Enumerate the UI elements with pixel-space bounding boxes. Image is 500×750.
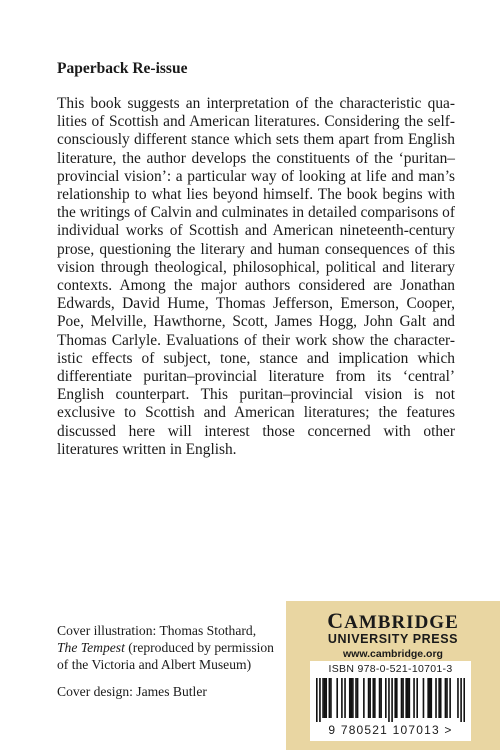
publisher-url: www.cambridge.org: [343, 648, 443, 660]
barcode-graphic: [316, 678, 465, 722]
barcode-bar: [416, 678, 418, 718]
barcode-bar: [316, 678, 318, 722]
barcode-bar: [409, 678, 411, 718]
cover-credits: [57, 622, 297, 700]
blurb-line: relationship to what lies beyond himself. The book begins with: [57, 186, 455, 204]
blurb-line: consciously different stance which sets them apart from English: [57, 131, 455, 149]
barcode-bar: [449, 678, 451, 718]
barcode-bar: [368, 678, 370, 718]
barcode-bar: [429, 678, 431, 718]
illustration-note: (reproduced by permission: [128, 640, 274, 655]
barcode-bar: [324, 678, 326, 718]
cover-illustration-credit: [57, 622, 297, 673]
barcode-bar: [357, 678, 359, 718]
barcode-bar: [330, 678, 332, 718]
isbn-label: ISBN 978-0-521-10701-3: [328, 663, 453, 675]
barcode-bar: [352, 678, 354, 718]
blurb-line: Edwards, David Hume, Thomas Jefferson, Emerson, Cooper,: [57, 295, 455, 313]
blurb-line: will interest those concerned with other literatures written in: [57, 422, 455, 458]
barcode-bar: [391, 678, 393, 722]
barcode-bar: [344, 678, 346, 718]
blurb-line: individual works of Scottish and American nineteenth-century: [57, 222, 455, 240]
illustration-note-2: of the Victoria and Albert Museum): [57, 657, 252, 672]
barcode-bar: [405, 678, 407, 718]
barcode-bar: [440, 678, 442, 718]
publisher-name: [286, 608, 500, 634]
blurb-line: prose, questioning the literary and human consequences of this: [57, 240, 455, 258]
barcode-bar: [363, 678, 365, 718]
blurb-line: This book suggests an interpretation of the characteristic qua-: [57, 95, 455, 112]
barcode-digits: 9 780521 107013 >: [328, 723, 453, 737]
barcode-bar: [446, 678, 448, 718]
barcode-bar: [341, 678, 343, 718]
isbn-barcode-box: [310, 661, 471, 741]
barcode-bar: [380, 678, 382, 718]
barcode-bar: [463, 678, 465, 722]
blurb-line: differentiate puritan–provincial literature from its ‘central’ English: [57, 368, 455, 404]
barcode-bar: [385, 678, 387, 718]
barcode-bar: [413, 678, 415, 718]
blurb-line: provincial vision’: a particular way of looking at life and man’s: [57, 167, 455, 185]
barcode-bar: [372, 678, 374, 718]
blurb-line: English.: [185, 440, 237, 458]
illustration-prefix: Cover illustration: Thomas Stothard,: [57, 623, 257, 638]
barcode-bar: [319, 678, 321, 722]
barcode-bar: [355, 678, 357, 718]
illustration-title: The Tempest: [57, 640, 125, 655]
barcode-bar: [329, 678, 331, 718]
blurb-line: Poe, Melville, Hawthorne, Scott, James Hogg, John Galt and: [57, 313, 455, 331]
blurb-line: contexts. Among the major authors considered are Jonathan: [57, 277, 455, 295]
barcode-bar: [394, 678, 396, 718]
blurb-line: counterpart. This puritan–provincial vision is not exclusive to: [57, 386, 455, 422]
blurb-line: lities of Scottish and American literatures. Considering the self-: [57, 113, 455, 131]
barcode-bar: [460, 678, 462, 722]
barcode-bar: [322, 678, 324, 718]
barcode-bar: [349, 678, 351, 718]
barcode-bar: [445, 678, 447, 718]
barcode-bar: [396, 678, 398, 718]
cover-design-credit: Cover design: James Butler: [57, 684, 207, 699]
barcode-bar: [457, 678, 459, 718]
barcode-bar: [369, 678, 371, 718]
barcode-bar: [430, 678, 432, 718]
barcode-bar: [351, 678, 353, 718]
blurb-line: the writings of Calvin and culminates in detailed comparisons of: [57, 204, 455, 222]
barcode-bar: [401, 678, 403, 718]
publisher-subtitle: UNIVERSITY PRESS: [327, 632, 459, 646]
barcode-bar: [325, 678, 327, 718]
publisher-name-initial: C: [327, 608, 345, 633]
blurb-line: Scottish and American literatures; the features discussed here: [57, 404, 455, 440]
barcode-bar: [435, 678, 437, 718]
blurb-line: literature, the author develops the constituents of the ‘puritan–: [57, 149, 455, 167]
blurb-line: vision through theological, philosophical, political and literary: [57, 258, 455, 276]
barcode-bar: [374, 678, 376, 718]
barcode-bar: [336, 678, 338, 718]
barcode-bar: [379, 678, 381, 718]
barcode-bar: [388, 678, 390, 722]
publisher-name-rest: AMBRIDGE: [344, 612, 459, 633]
book-description: [57, 95, 455, 459]
blurb-line: Thomas Carlyle. Evaluations of their work show the character-: [57, 331, 455, 349]
blurb-line: istic effects of subject, tone, stance and implication which: [57, 349, 455, 367]
barcode-bar: [423, 678, 425, 718]
barcode-bar: [407, 678, 409, 718]
barcode-bar: [402, 678, 404, 718]
barcode-bar: [438, 678, 440, 718]
reissue-heading: Paperback Re-issue: [57, 60, 188, 77]
barcode-bar: [427, 678, 429, 718]
